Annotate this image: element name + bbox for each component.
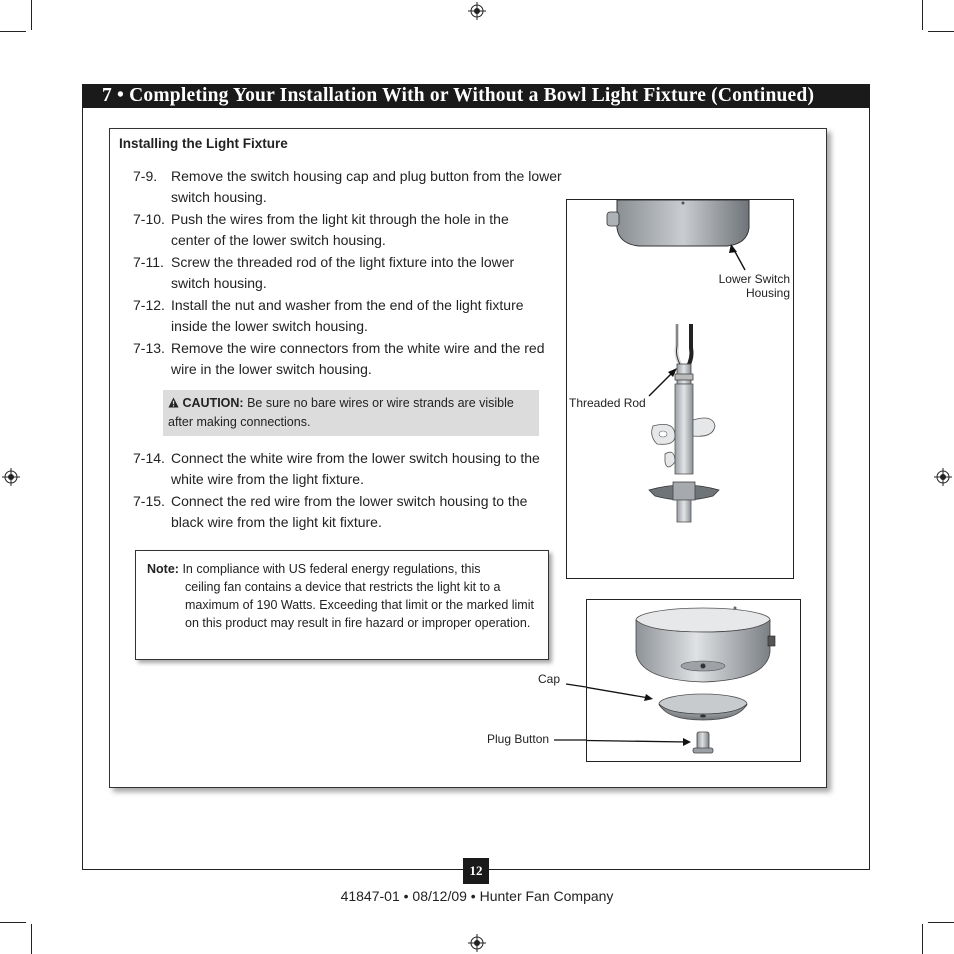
registration-mark-icon bbox=[934, 468, 952, 486]
crop-mark bbox=[922, 924, 923, 954]
crop-mark bbox=[928, 922, 954, 923]
note-text: In compliance with US federal energy regulations, this bbox=[182, 562, 481, 576]
steps-list bbox=[133, 448, 563, 534]
list-item bbox=[133, 166, 593, 208]
step-number: 7-10. bbox=[133, 211, 165, 227]
light-fixture-figure bbox=[566, 199, 794, 579]
crop-mark bbox=[928, 31, 954, 32]
cap-label: Cap bbox=[538, 672, 561, 686]
crop-mark bbox=[0, 922, 26, 923]
section-title: 7 • Completing Your Installation With or Without a Bowl Light Fixture (Continued) bbox=[82, 84, 870, 108]
note-box bbox=[135, 550, 549, 660]
cap-plug-figure bbox=[586, 599, 801, 762]
crop-mark bbox=[0, 31, 26, 32]
list-item bbox=[133, 448, 563, 490]
step-number: 7-11. bbox=[133, 254, 164, 270]
crop-mark bbox=[31, 0, 32, 30]
list-item bbox=[133, 252, 593, 294]
page-number: 12 bbox=[463, 858, 489, 884]
cap-plug-illustration bbox=[587, 600, 800, 761]
registration-mark-icon bbox=[2, 468, 20, 486]
steps-list bbox=[133, 166, 593, 381]
step-number: 7-14. bbox=[133, 450, 165, 466]
note-label: Note: bbox=[147, 562, 179, 576]
step-text: Connect the red wire from the lower switch housing to the black wire from the light kit fixture. bbox=[171, 493, 528, 530]
plug-button-label: Plug Button bbox=[487, 732, 550, 746]
list-item bbox=[133, 209, 593, 251]
step-text: Install the nut and washer from the end of the light fixture inside the lower switch housing. bbox=[171, 297, 524, 334]
step-number: 7-15. bbox=[133, 493, 165, 509]
step-text: Screw the threaded rod of the light fixture into the lower switch housing. bbox=[171, 254, 515, 291]
threaded-rod-label: Threaded Rod bbox=[569, 396, 646, 410]
light-fixture-illustration bbox=[567, 200, 793, 578]
step-number: 7-9. bbox=[133, 168, 158, 184]
note-text: ceiling fan contains a device that restricts the light kit to a maximum of 190 Watts. Exceeding that limit or the marked limit on this product may result in fire hazard or improper operation. bbox=[185, 580, 534, 630]
warning-icon bbox=[168, 397, 179, 408]
list-item bbox=[133, 491, 563, 533]
leader-line bbox=[554, 680, 614, 760]
lower-switch-housing-label: Lower Switch Housing bbox=[718, 272, 790, 300]
caution-label: CAUTION: bbox=[182, 396, 244, 410]
crop-mark bbox=[922, 0, 923, 30]
section-heading: Installing the Light Fixture bbox=[119, 136, 288, 151]
step-number: 7-13. bbox=[133, 340, 165, 356]
caution-text: Be sure no bare wires or wire strands are visible after making connections. bbox=[168, 396, 514, 429]
list-item bbox=[133, 295, 593, 337]
step-text: Remove the switch housing cap and plug button from the lower switch housing. bbox=[171, 168, 562, 205]
step-text: Push the wires from the light kit through the hole in the center of the lower switch housing. bbox=[171, 211, 509, 248]
step-text: Connect the white wire from the lower switch housing to the white wire from the light fixture. bbox=[171, 450, 540, 487]
registration-mark-icon bbox=[468, 934, 486, 952]
step-text: Remove the wire connectors from the white wire and the red wire in the lower switch housing. bbox=[171, 340, 545, 377]
caution-box bbox=[163, 390, 539, 436]
crop-mark bbox=[31, 924, 32, 954]
footer-text: 41847-01 • 08/12/09 • Hunter Fan Company bbox=[340, 888, 614, 904]
list-item bbox=[133, 338, 593, 380]
step-number: 7-12. bbox=[133, 297, 165, 313]
registration-mark-icon bbox=[468, 2, 486, 20]
